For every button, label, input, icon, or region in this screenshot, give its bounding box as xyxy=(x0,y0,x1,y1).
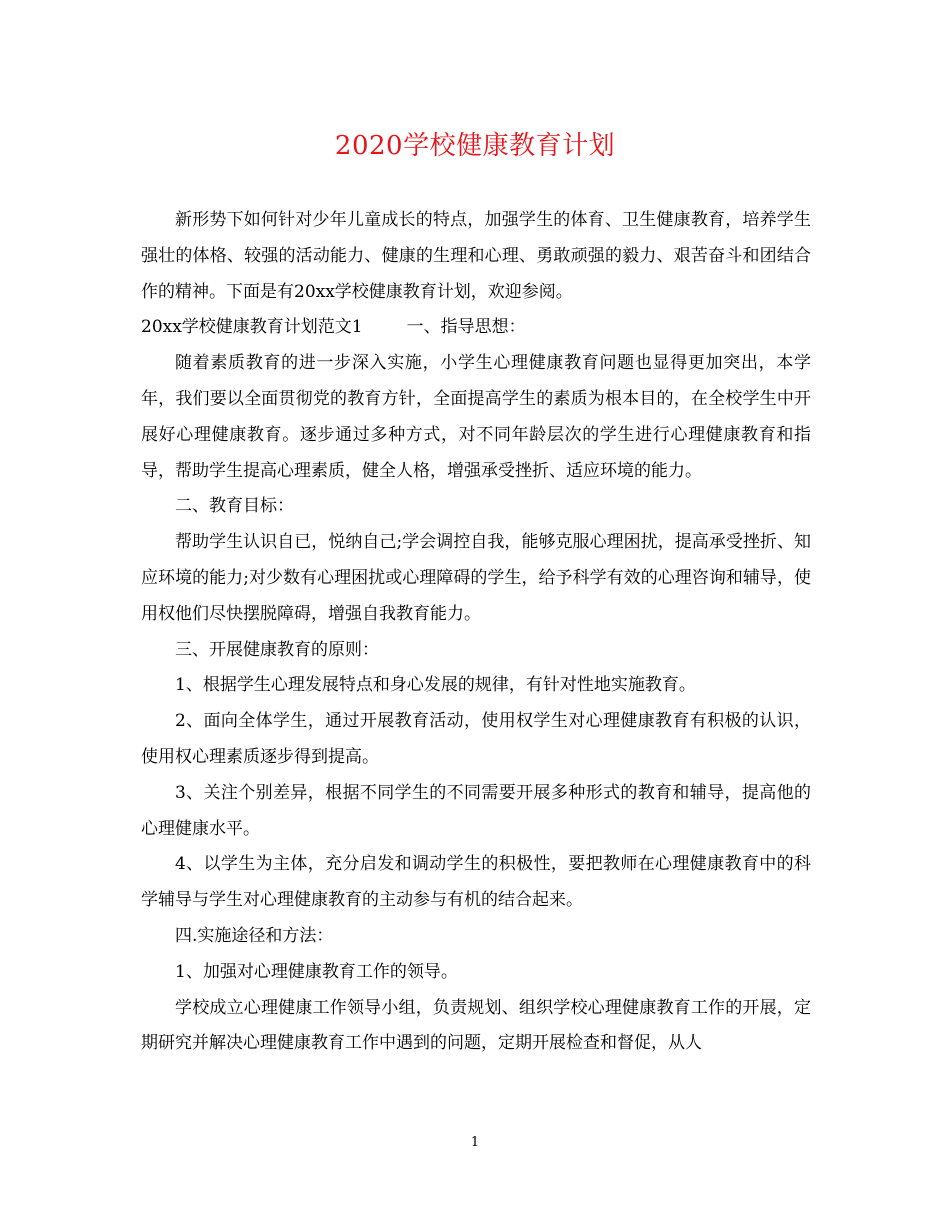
section3-item: 2、面向全体学生，通过开展教育活动，使用权学生对心理健康教育有积极的认识，使用权心理素质逐步得到提高。 xyxy=(141,711,811,767)
document-title: 2020学校健康教育计划 xyxy=(334,131,616,161)
section4-paragraph: 学校成立心理健康工作领导小组，负责规划、组织学校心理健康教育工作的开展，定期研究并解决心理健康教育工作中遇到的问题，定期开展检查和督促，从人 xyxy=(141,997,811,1054)
section3-item: 3、关注个别差异，根据不同学生的不同需要开展多种形式的教育和辅导，提高他的心理健康水平。 xyxy=(141,782,811,839)
intro-paragraph: 新形势下如何针对少年儿童成长的特点，加强学生的体育、卫生健康教育，培养学生强壮的体格、较强的活动能力、健康的生理和心理、勇敢顽强的毅力、艰苦奋斗和团结合作的精神。下面是有20xx学校健康教育计划，欢迎参阅。 xyxy=(141,210,811,302)
section3-item: 4、以学生为主体，充分启发和调动学生的积极性，要把教师在心理健康教育中的科学辅导与学生对心理健康教育的主动参与有机的结合起来。 xyxy=(141,854,811,911)
section3-item: 1、根据学生心理发展特点和身心发展的规律，有针对性地实施教育。 xyxy=(175,675,696,696)
sample-heading: 20xx学校健康教育计划范文1 xyxy=(141,317,363,338)
section1-paragraph: 随着素质教育的进一步深入实施，小学生心理健康教育问题也显得更加突出，本学年，我们要以全面贯彻党的教育方针，全面提高学生的素质为根本目的，在全校学生中开展好心理健康教育。逐步通过多种方式，对不同年龄层次的学生进行心理健康教育和指导，帮助学生提高心理素质，健全人格，增强承受挫折、适应环境的能力。 xyxy=(141,353,811,481)
section4-item: 1、加强对心理健康教育工作的领导。 xyxy=(175,961,458,982)
page-number: 1 xyxy=(470,1135,480,1150)
section1-heading: 一、指导思想： xyxy=(406,317,526,338)
section2-paragraph: 帮助学生认识自已，悦纳自己;学会调控自我，能够克服心理困扰，提高承受挫折、知应环境的能力;对少数有心理困扰或心理障碍的学生，给予科学有效的心理咨询和辅导，使用权他们尽快摆脱障碍，增强自我教育能力。 xyxy=(141,532,811,624)
section3-heading: 三、开展健康教育的原则： xyxy=(175,639,379,660)
section2-heading: 二、教育目标： xyxy=(175,496,294,517)
document-body xyxy=(141,203,811,1062)
section4-heading: 四.实施途径和方法： xyxy=(175,925,334,946)
sample-heading-line xyxy=(141,310,811,346)
